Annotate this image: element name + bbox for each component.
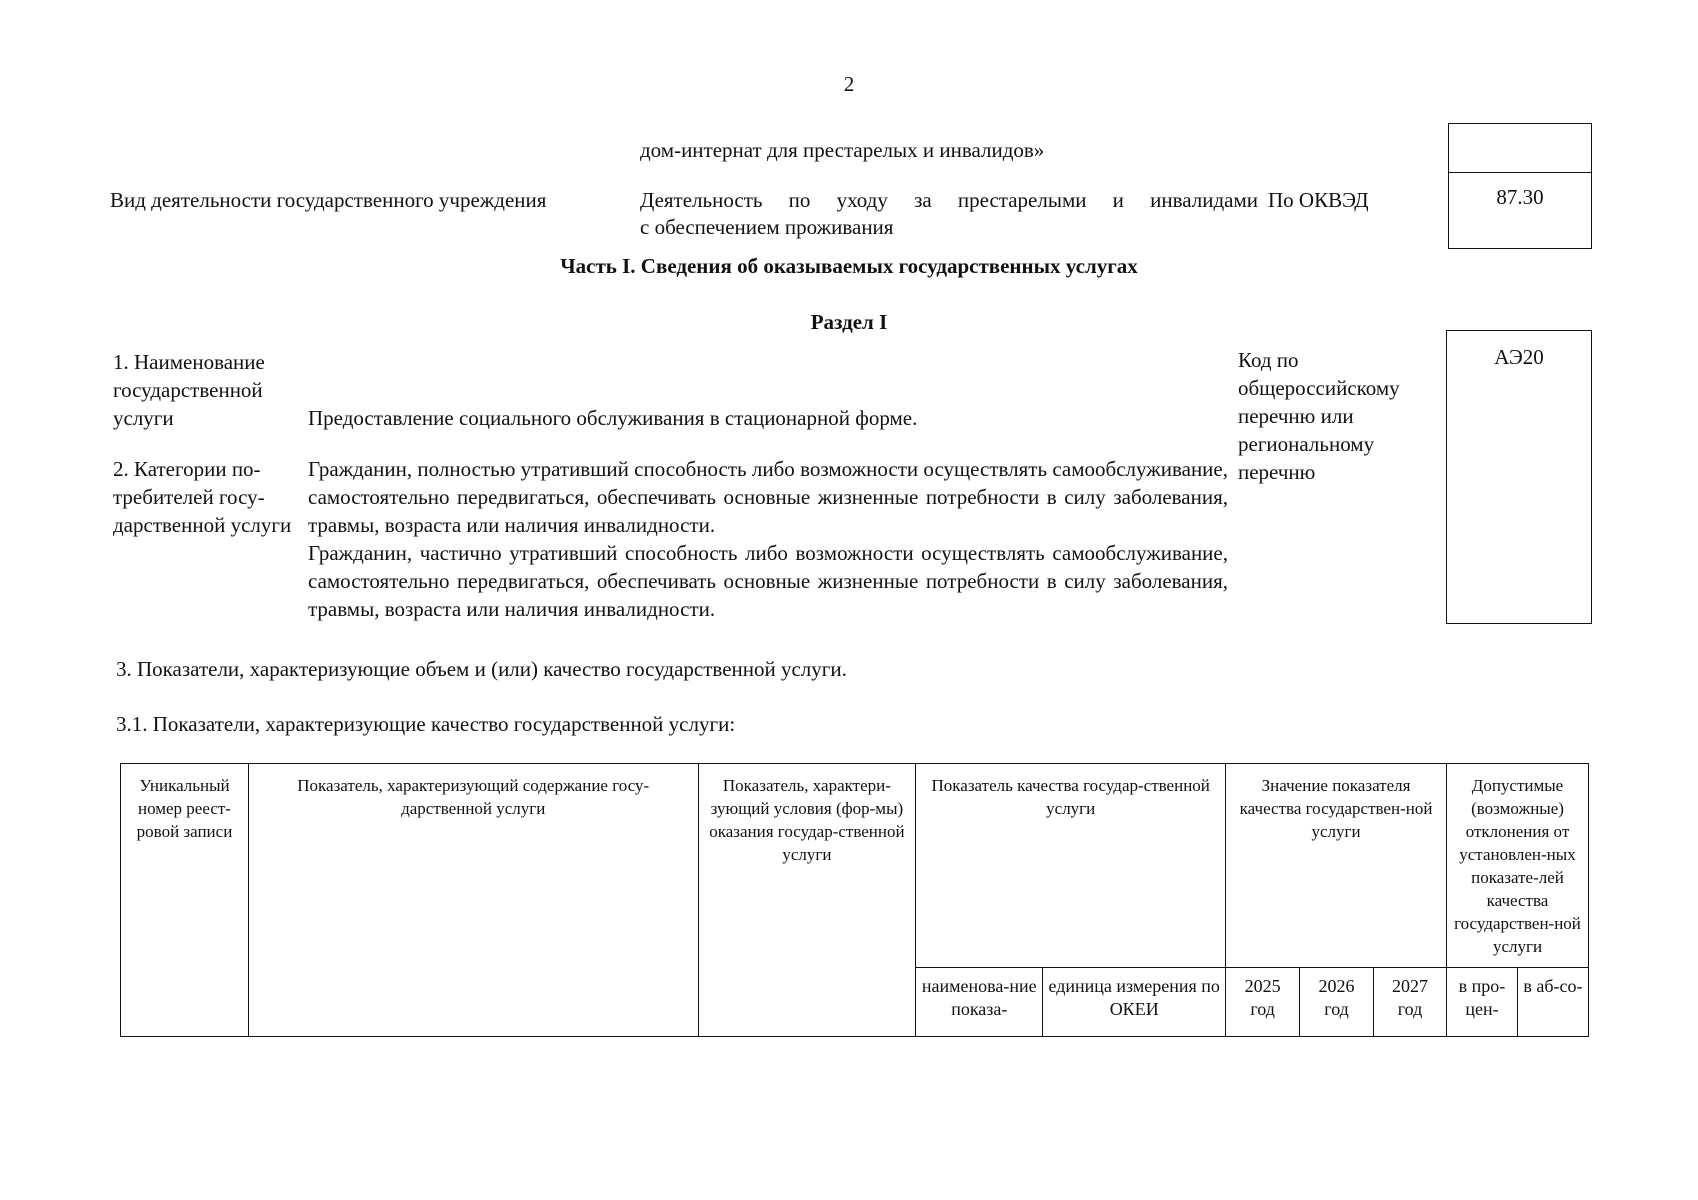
activity-value-line2: с обеспечением проживания — [640, 215, 894, 239]
col-quality: Показатель качества государ-ственной услуги — [916, 764, 1226, 968]
page-number: 2 — [843, 72, 855, 96]
okved-box-divider — [1449, 172, 1591, 173]
col-value: Значение показателя качества государствен-ной услуги — [1226, 764, 1447, 968]
service-name-label: 1. Наименование государственной услуги — [113, 350, 265, 430]
col-conditions: Показатель, характери-зующий условия (фор-мы) оказания государ-ственной услуги — [698, 764, 916, 1037]
category-2: Гражданин, частично утративший способность либо возможности осуществлять самообслуживание, самостоятельно передвигаться, обеспечивать основные жизненные потребности в силу заболевания, травмы, возраста или наличия инвалидности. — [308, 541, 1228, 621]
sub-absolute: в аб-со- — [1517, 968, 1588, 1037]
category-1: Гражданин, полностью утративший способность либо возможности осуществлять самообслуживание, самостоятельно передвигаться, обеспечивать основные жизненные потребности в силу заболевания, травмы, возраста или наличия инвалидности. — [308, 457, 1228, 537]
part-title: Часть I. Сведения об оказываемых государственных услугах — [560, 254, 1138, 278]
section-title: Раздел I — [810, 310, 888, 334]
service-code: АЭ20 — [1494, 345, 1544, 369]
service-name-value: Предоставление социального обслуживания в стационарной форме. — [308, 406, 918, 430]
sub-percent: в про-цен- — [1446, 968, 1517, 1037]
quality-heading: 3.1. Показатели, характеризующие качество государственной услуги: — [116, 712, 736, 736]
col-registry: Уникальный номер реест-ровой записи — [121, 764, 249, 1037]
activity-value-text: Деятельность по уходу за престарелыми и инвалидами — [640, 188, 1258, 212]
indicators-heading: 3. Показатели, характеризующие объем и (или) качество государственной услуги. — [116, 657, 847, 681]
activity-value-line1 — [640, 186, 1258, 214]
year-2025: 2025 год — [1226, 968, 1300, 1037]
year-2026: 2026 год — [1300, 968, 1374, 1037]
service-code-box — [1446, 330, 1592, 624]
code-label: Код по общероссийскому перечню или региональному перечню — [1238, 348, 1400, 484]
quality-table — [120, 763, 1589, 1037]
sub-name: наименова-ние показа- — [916, 968, 1043, 1037]
okved-label: По ОКВЭД — [1268, 188, 1369, 212]
categories-label: 2. Категории по-требителей госу-дарственной услуги — [113, 457, 292, 537]
okved-code: 87.30 — [1496, 185, 1544, 209]
col-content: Показатель, характеризующий содержание госу-дарственной услуги — [248, 764, 698, 1037]
col-deviation: Допустимые (возможные) отклонения от установлен-ных показате-лей качества государствен-ной услуги — [1446, 764, 1588, 968]
activity-label: Вид деятельности государственного учреждения — [110, 188, 547, 212]
year-2027: 2027 год — [1374, 968, 1447, 1037]
institution-name-tail: дом-интернат для престарелых и инвалидов» — [640, 138, 1045, 162]
sub-unit: единица измерения по ОКЕИ — [1043, 968, 1226, 1037]
okved-code-box — [1448, 123, 1592, 249]
